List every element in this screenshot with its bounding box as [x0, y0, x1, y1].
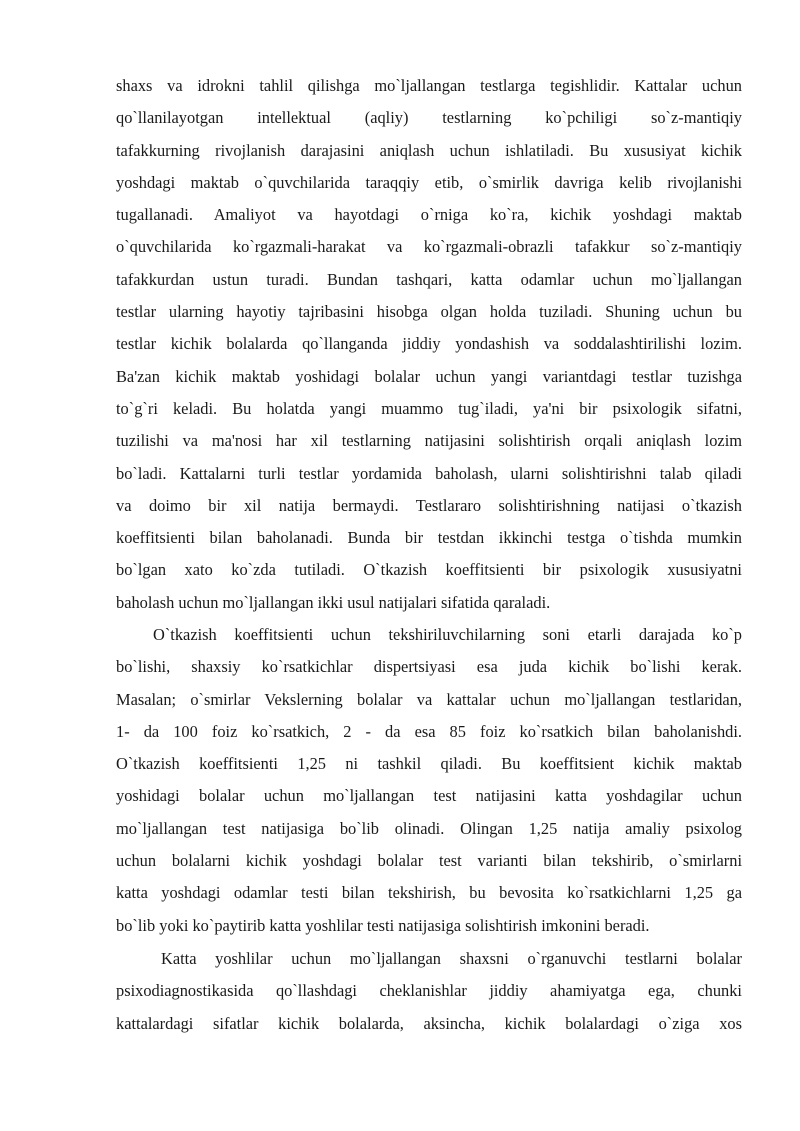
paragraph-line: bo`lgan xato ko`zda tutiladi. O`tkazish koeffitsienti bir psixologik xususiyatni: [116, 560, 742, 580]
paragraph-line: O`tkazish koeffitsienti uchun tekshiriluvchilarning soni etarli darajada ko`p: [153, 625, 742, 644]
paragraph-line: tuzilishi va ma'nosi har xil testlarning natijasini solishtirish orqali aniqlash lozim: [116, 431, 742, 451]
paragraph-line: Ba'zan kichik maktab yoshidagi bolalar uchun yangi variantdagi testlar tuzishga: [116, 366, 742, 386]
paragraph-line: 1- da 100 foiz ko`rsatkich, 2 - da esa 85 foiz ko`rsatkich bilan baholanishdi.: [116, 721, 742, 741]
paragraph-line: baholash uchun mo`ljallangan ikki usul natijalari sifatida qaraladi.: [116, 592, 551, 612]
paragraph-1: [116, 70, 742, 619]
paragraph-line: bo`lib yoki ko`paytirib katta yoshlilar testi natijasiga solishtirish imkonini beradi.: [116, 915, 650, 935]
paragraph-line: to`g`ri keladi. Bu holatda yangi muammo tug`iladi, ya'ni bir psixologik sifatni,: [116, 398, 742, 418]
paragraph-line: psixodiagnostikasida qo`llashdagi cheklanishlar jiddiy ahamiyatga ega, chunki: [116, 981, 742, 1001]
paragraph-line: qo`llanilayotgan intellektual (aqliy) testlarning ko`pchiligi so`z-mantiqiy: [116, 108, 742, 128]
paragraph-line: koeffitsienti bilan baholanadi. Bunda bir testdan ikkinchi testga o`tishda mumkin: [116, 528, 742, 548]
paragraph-line: testlar ularning hayotiy tajribasini hisobga olgan holda tuziladi. Shuning uchun bu: [116, 302, 742, 322]
paragraph-line: o`quvchilarida ko`rgazmali-harakat va ko`rgazmali-obrazli tafakkur so`z-mantiqiy: [116, 237, 742, 257]
paragraph-3: [116, 943, 742, 1040]
paragraph-line: Katta yoshlilar uchun mo`ljallangan shaxsni o`rganuvchi testlarni bolalar: [161, 949, 742, 968]
paragraph-line: bo`lishi, shaxsiy ko`rsatkichlar dispertsiyasi esa juda kichik bo`lishi kerak.: [116, 657, 742, 677]
paragraph-line: tafakkurdan ustun turadi. Bundan tashqari, katta odamlar uchun mo`ljallangan: [116, 269, 742, 289]
paragraph-line: uchun bolalarni kichik yoshdagi bolalar test varianti bilan tekshirib, o`smirlarni: [116, 851, 742, 871]
paragraph-line: va doimo bir xil natija bermaydi. Testlararo solishtirishning natijasi o`tkazish: [116, 495, 742, 515]
paragraph-line: bo`ladi. Kattalarni turli testlar yordamida baholash, ularni solishtirishni talab qiladi: [116, 463, 742, 483]
paragraph-2: [116, 619, 742, 942]
paragraph-line: O`tkazish koeffitsienti 1,25 ni tashkil qiladi. Bu koeffitsient kichik maktab: [116, 754, 742, 774]
paragraph-line: kattalardagi sifatlar kichik bolalarda, aksincha, kichik bolalardagi o`ziga xos: [116, 1013, 742, 1033]
paragraph-line: tugallanadi. Amaliyot va hayotdagi o`rniga ko`ra, kichik yoshdagi maktab: [116, 205, 742, 225]
paragraph-line: testlar kichik bolalarda qo`llanganda jiddiy yondashish va soddalashtirilishi lozim.: [116, 334, 742, 354]
paragraph-line: Masalan; o`smirlar Vekslerning bolalar va kattalar uchun mo`ljallangan testlaridan,: [116, 689, 742, 709]
paragraph-line: yoshdagi maktab o`quvchilarida taraqqiy etib, o`smirlik davriga kelib rivojlanishi: [116, 172, 742, 192]
paragraph-line: shaxs va idrokni tahlil qilishga mo`ljallangan testlarga tegishlidir. Kattalar uchun: [116, 76, 742, 95]
paragraph-line: yoshidagi bolalar uchun mo`ljallangan test natijasini katta yoshdagilar uchun: [116, 786, 742, 806]
paragraph-line: katta yoshdagi odamlar testi bilan tekshirish, bu bevosita ko`rsatkichlarni 1,25 ga: [116, 883, 742, 903]
paragraph-line: tafakkurning rivojlanish darajasini aniqlash uchun ishlatiladi. Bu xususiyat kichik: [116, 140, 742, 160]
paragraph-line: mo`ljallangan test natijasiga bo`lib olinadi. Olingan 1,25 natija amaliy psixolog: [116, 818, 742, 838]
